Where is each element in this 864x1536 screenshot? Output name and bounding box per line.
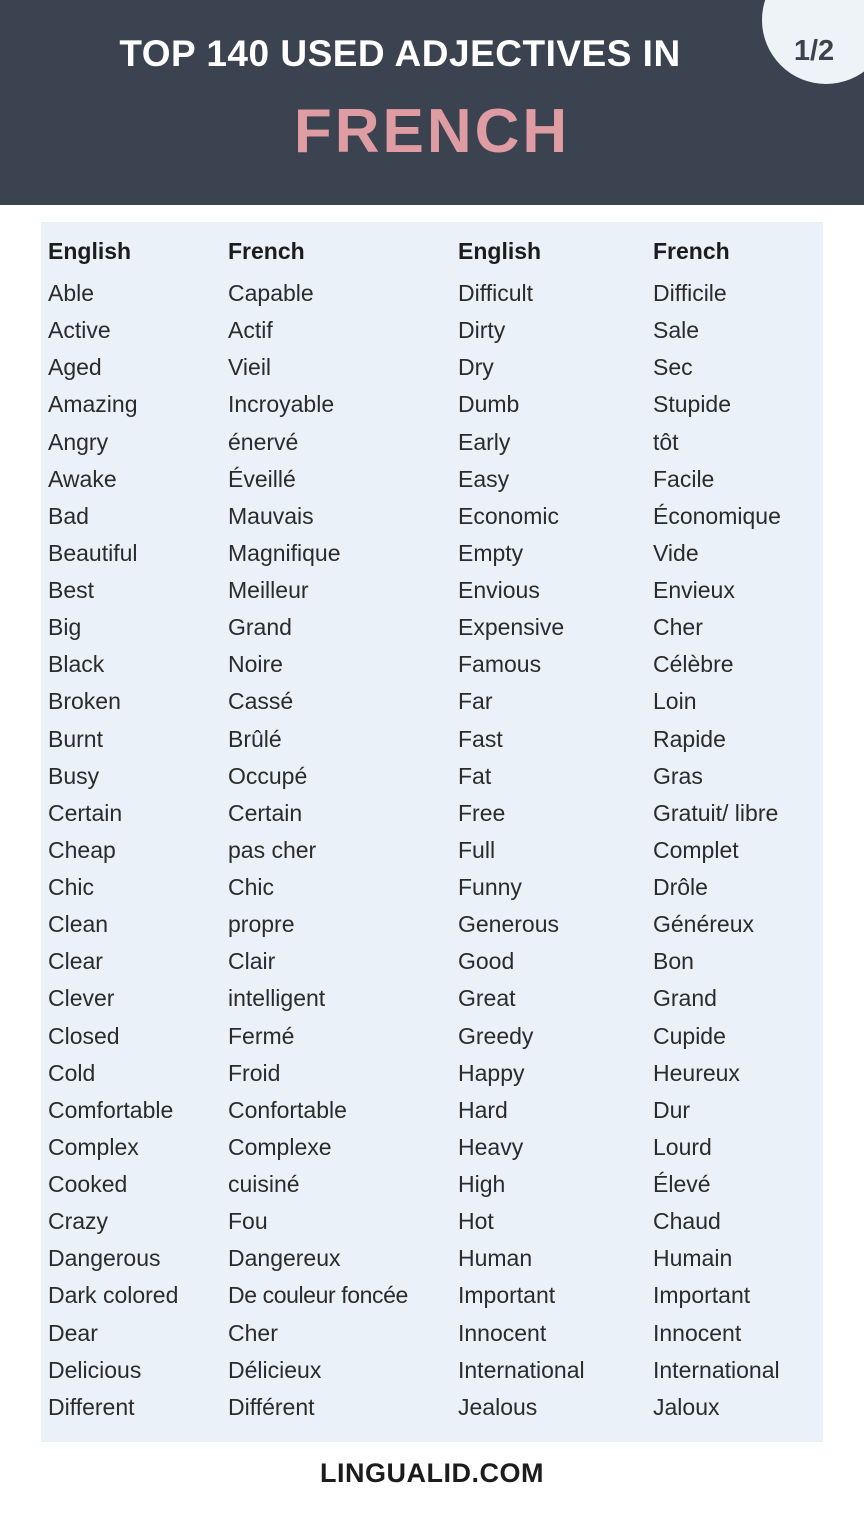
table-cell: Certain: [228, 799, 303, 826]
table-cell: Awake: [48, 465, 117, 492]
page-number-label: 1/2: [793, 35, 835, 67]
table-cell: Meilleur: [228, 577, 309, 603]
table-cell: Froid: [228, 1059, 281, 1086]
table-row: [41, 461, 823, 498]
table-cell: Grand: [228, 614, 292, 641]
table-cell: Lourd: [653, 1133, 712, 1160]
table-cell: Jaloux: [653, 1393, 720, 1420]
table-cell: Cheap: [48, 836, 116, 863]
table-cell: Occupé: [228, 762, 308, 789]
table-cell: Rapide: [653, 725, 726, 752]
table-cell: Beautiful: [48, 539, 138, 566]
table-row: [41, 795, 823, 832]
table-cell: Far: [458, 688, 493, 715]
table-cell: cuisiné: [228, 1171, 300, 1197]
table-cell: Delicious: [48, 1356, 142, 1383]
table-row: [41, 980, 823, 1017]
table-cell: Chic: [228, 874, 275, 900]
table-row: [41, 535, 823, 572]
table-cell: Éveillé: [228, 465, 296, 492]
column-header-english-2: English: [458, 238, 542, 264]
table-cell: Human: [458, 1245, 533, 1272]
table-cell: Capable: [228, 280, 314, 306]
table-cell: Cher: [228, 1319, 278, 1346]
table-cell: Chaud: [653, 1208, 721, 1235]
table-row: [41, 349, 823, 386]
table-cell: Vide: [653, 539, 699, 566]
table-cell: Envious: [458, 577, 540, 603]
table-cell: Clair: [228, 948, 276, 975]
adjectives-table-container: [41, 222, 823, 1442]
column-header-english-1: English: [48, 238, 132, 264]
table-cell: Good: [458, 948, 515, 975]
table-row: [41, 646, 823, 683]
table-cell: Expensive: [458, 614, 565, 641]
table-cell: Fast: [458, 725, 503, 752]
table-cell: Économique: [653, 502, 781, 529]
table-cell: Black: [48, 651, 105, 678]
table-cell: De couleur foncée: [228, 1282, 408, 1309]
table-cell: Clean: [48, 911, 109, 938]
table-cell: Cold: [48, 1059, 96, 1086]
site-name: LINGUALID.COM: [320, 1458, 544, 1488]
table-cell: intelligent: [228, 985, 326, 1012]
table-cell: Humain: [653, 1245, 733, 1272]
header-banner: [0, 0, 864, 205]
table-row: [41, 1352, 823, 1389]
column-header-french-2: French: [653, 238, 730, 264]
table-cell: Dumb: [458, 391, 520, 418]
table-cell: Economic: [458, 502, 559, 529]
table-cell: Clever: [48, 985, 115, 1012]
table-cell: Cooked: [48, 1171, 128, 1197]
table-cell: Hot: [458, 1208, 494, 1235]
table-cell: Big: [48, 614, 82, 641]
table-cell: Dark colored: [48, 1282, 179, 1309]
table-cell: Crazy: [48, 1208, 109, 1235]
table-row: [41, 275, 823, 312]
table-cell: Broken: [48, 688, 121, 715]
table-cell: Active: [48, 317, 111, 344]
table-cell: Élevé: [653, 1171, 711, 1197]
table-row: [41, 683, 823, 720]
page-title: TOP 140 USED ADJECTIVES IN: [119, 33, 681, 74]
table-cell: Dry: [458, 354, 494, 381]
table-row: [41, 1315, 823, 1352]
table-cell: Drôle: [653, 874, 708, 900]
table-row: [41, 1018, 823, 1055]
table-cell: Loin: [653, 688, 697, 715]
table-header-row: [41, 238, 823, 275]
table-cell: pas cher: [228, 836, 317, 863]
table-cell: Cher: [653, 614, 703, 641]
table-cell: Clear: [48, 948, 103, 975]
table-row: [41, 386, 823, 423]
table-cell: Stupide: [653, 391, 732, 418]
table-cell: Gratuit/ libre: [653, 799, 779, 826]
table-row: [41, 906, 823, 943]
table-cell: Important: [458, 1282, 556, 1309]
table-cell: Brûlé: [228, 725, 282, 752]
table-cell: Généreux: [653, 911, 755, 938]
table-cell: Important: [653, 1282, 751, 1309]
table-cell: Célèbre: [653, 651, 734, 678]
table-cell: Différent: [228, 1393, 315, 1420]
table-cell: Difficile: [653, 280, 727, 306]
table-cell: Closed: [48, 1022, 120, 1049]
table-cell: Funny: [458, 874, 522, 900]
table-cell: Amazing: [48, 391, 138, 418]
table-cell: Confortable: [228, 1096, 347, 1123]
table-row: [41, 609, 823, 646]
table-row: [41, 758, 823, 795]
table-cell: International: [653, 1356, 780, 1383]
table-row: [41, 1129, 823, 1166]
table-cell: Cassé: [228, 688, 294, 715]
table-cell: Magnifique: [228, 539, 341, 566]
table-cell: Mauvais: [228, 502, 314, 529]
table-cell: Sale: [653, 317, 700, 344]
column-header-french-1: French: [228, 238, 305, 264]
table-cell: Bad: [48, 502, 89, 529]
table-cell: Grand: [653, 985, 717, 1012]
table-cell: tôt: [653, 428, 679, 455]
table-cell: Free: [458, 799, 506, 826]
table-cell: Facile: [653, 465, 715, 492]
table-row: [41, 832, 823, 869]
table-cell: Bon: [653, 948, 694, 975]
table-cell: Dangereux: [228, 1245, 341, 1272]
language-title: FRENCH: [293, 97, 571, 166]
table-cell: Fermé: [228, 1022, 295, 1049]
footer: [0, 1458, 864, 1489]
table-cell: Angry: [48, 428, 109, 455]
table-cell: Envieux: [653, 577, 735, 603]
table-cell: Vieil: [228, 354, 272, 381]
table-row: [41, 1203, 823, 1240]
table-cell: énervé: [228, 428, 299, 455]
table-row: [41, 1166, 823, 1203]
table-cell: Cupide: [653, 1022, 726, 1049]
table-cell: Busy: [48, 762, 100, 789]
table-cell: Chic: [48, 874, 95, 900]
table-cell: Actif: [228, 317, 273, 344]
table-row: [41, 572, 823, 609]
table-cell: International: [458, 1356, 585, 1383]
table-cell: Easy: [458, 465, 510, 492]
table-cell: Hard: [458, 1096, 508, 1123]
table-cell: Délicieux: [228, 1356, 322, 1383]
table-cell: Fou: [228, 1208, 268, 1235]
table-row: [41, 1277, 823, 1314]
table-cell: Dear: [48, 1319, 98, 1346]
table-cell: Heavy: [458, 1133, 524, 1160]
table-cell: Best: [48, 577, 95, 603]
adjectives-table: [41, 238, 823, 1426]
table-cell: Dur: [653, 1096, 691, 1123]
table-cell: Different: [48, 1393, 135, 1420]
table-cell: Gras: [653, 762, 703, 789]
table-row: [41, 1055, 823, 1092]
table-cell: Great: [458, 985, 516, 1012]
table-row: [41, 1240, 823, 1277]
table-cell: Empty: [458, 539, 524, 566]
table-cell: Difficult: [458, 280, 533, 306]
table-row: [41, 721, 823, 758]
table-cell: Sec: [653, 354, 693, 381]
table-cell: Comfortable: [48, 1096, 174, 1123]
table-cell: Dirty: [458, 317, 506, 344]
table-cell: Jealous: [458, 1393, 538, 1420]
table-cell: Innocent: [653, 1319, 742, 1346]
table-row: [41, 943, 823, 980]
table-row: [41, 1092, 823, 1129]
table-cell: Fat: [458, 762, 492, 789]
table-row: [41, 424, 823, 461]
table-cell: Full: [458, 836, 496, 863]
table-row: [41, 498, 823, 535]
table-cell: Complet: [653, 836, 739, 863]
table-cell: Aged: [48, 354, 102, 381]
table-cell: Innocent: [458, 1319, 547, 1346]
table-cell: Greedy: [458, 1022, 534, 1049]
table-cell: Dangerous: [48, 1245, 161, 1272]
table-row: [41, 1389, 823, 1426]
table-cell: Happy: [458, 1059, 525, 1086]
table-cell: Early: [458, 428, 511, 455]
table-cell: High: [458, 1171, 506, 1197]
table-cell: Generous: [458, 911, 560, 938]
table-cell: Able: [48, 280, 95, 306]
table-cell: Heureux: [653, 1059, 740, 1086]
table-body: [41, 275, 823, 1426]
table-cell: Incroyable: [228, 391, 335, 418]
table-cell: Noire: [228, 651, 283, 678]
table-cell: Famous: [458, 651, 542, 678]
table-cell: Burnt: [48, 725, 103, 752]
table-row: [41, 312, 823, 349]
table-row: [41, 869, 823, 906]
table-cell: Complex: [48, 1133, 139, 1160]
table-cell: propre: [228, 911, 295, 938]
table-cell: Certain: [48, 799, 123, 826]
table-cell: Complexe: [228, 1133, 332, 1160]
